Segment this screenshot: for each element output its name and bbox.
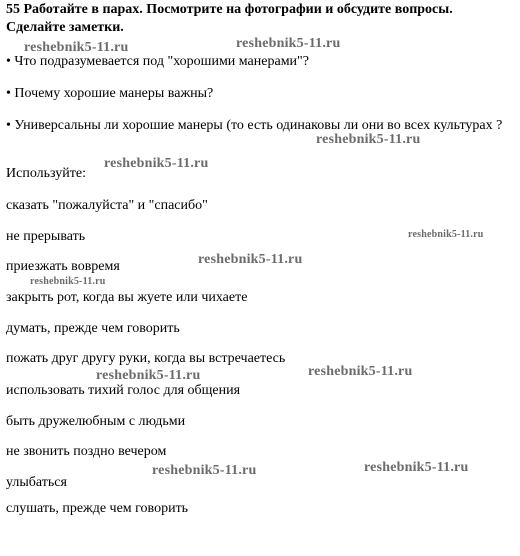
watermark: reshebnik5-11.ru bbox=[236, 36, 341, 51]
question-1: • Что подразумевается под "хорошими манерами"? bbox=[6, 54, 309, 69]
watermark: reshebnik5-11.ru bbox=[96, 368, 201, 383]
phrase-item: сказать "пожалуйста" и "спасибо" bbox=[6, 198, 208, 213]
exercise-title: 55 Работайте в парах. Посмотрите на фотографии и обсудите вопросы. bbox=[6, 2, 453, 17]
phrase-item: приезжать вовремя bbox=[6, 259, 120, 274]
question-2: • Почему хорошие манеры важны? bbox=[6, 86, 214, 101]
watermark: reshebnik5-11.ru bbox=[104, 156, 209, 171]
watermark: reshebnik5-11.ru bbox=[152, 463, 257, 478]
watermark: reshebnik5-11.ru bbox=[30, 276, 106, 287]
phrase-item: слушать, прежде чем говорить bbox=[6, 501, 189, 516]
use-label: Используйте: bbox=[6, 166, 86, 181]
phrase-item: пожать друг другу руки, когда вы встречаетесь bbox=[6, 351, 286, 366]
phrase-item: не прерывать bbox=[6, 229, 86, 244]
exercise-instruction: Сделайте заметки. bbox=[6, 20, 124, 35]
phrase-item: не звонить поздно вечером bbox=[6, 444, 167, 459]
phrase-item: улыбаться bbox=[6, 475, 67, 490]
watermark: reshebnik5-11.ru bbox=[308, 364, 413, 379]
phrase-item: использовать тихий голос для общения bbox=[6, 383, 241, 398]
watermark: reshebnik5-11.ru bbox=[24, 40, 129, 55]
watermark: reshebnik5-11.ru bbox=[316, 132, 421, 147]
phrase-item: быть дружелюбным с людьми bbox=[6, 414, 186, 429]
phrase-item: закрыть рот, когда вы жуете или чихаете bbox=[6, 290, 248, 305]
phrase-item: думать, прежде чем говорить bbox=[6, 321, 180, 336]
watermark: reshebnik5-11.ru bbox=[198, 252, 303, 267]
watermark: reshebnik5-11.ru bbox=[408, 229, 484, 240]
watermark: reshebnik5-11.ru bbox=[364, 460, 469, 475]
question-3: • Универсальны ли хорошие манеры (то есть одинаковы ли они во всех культурах ? bbox=[6, 118, 503, 133]
